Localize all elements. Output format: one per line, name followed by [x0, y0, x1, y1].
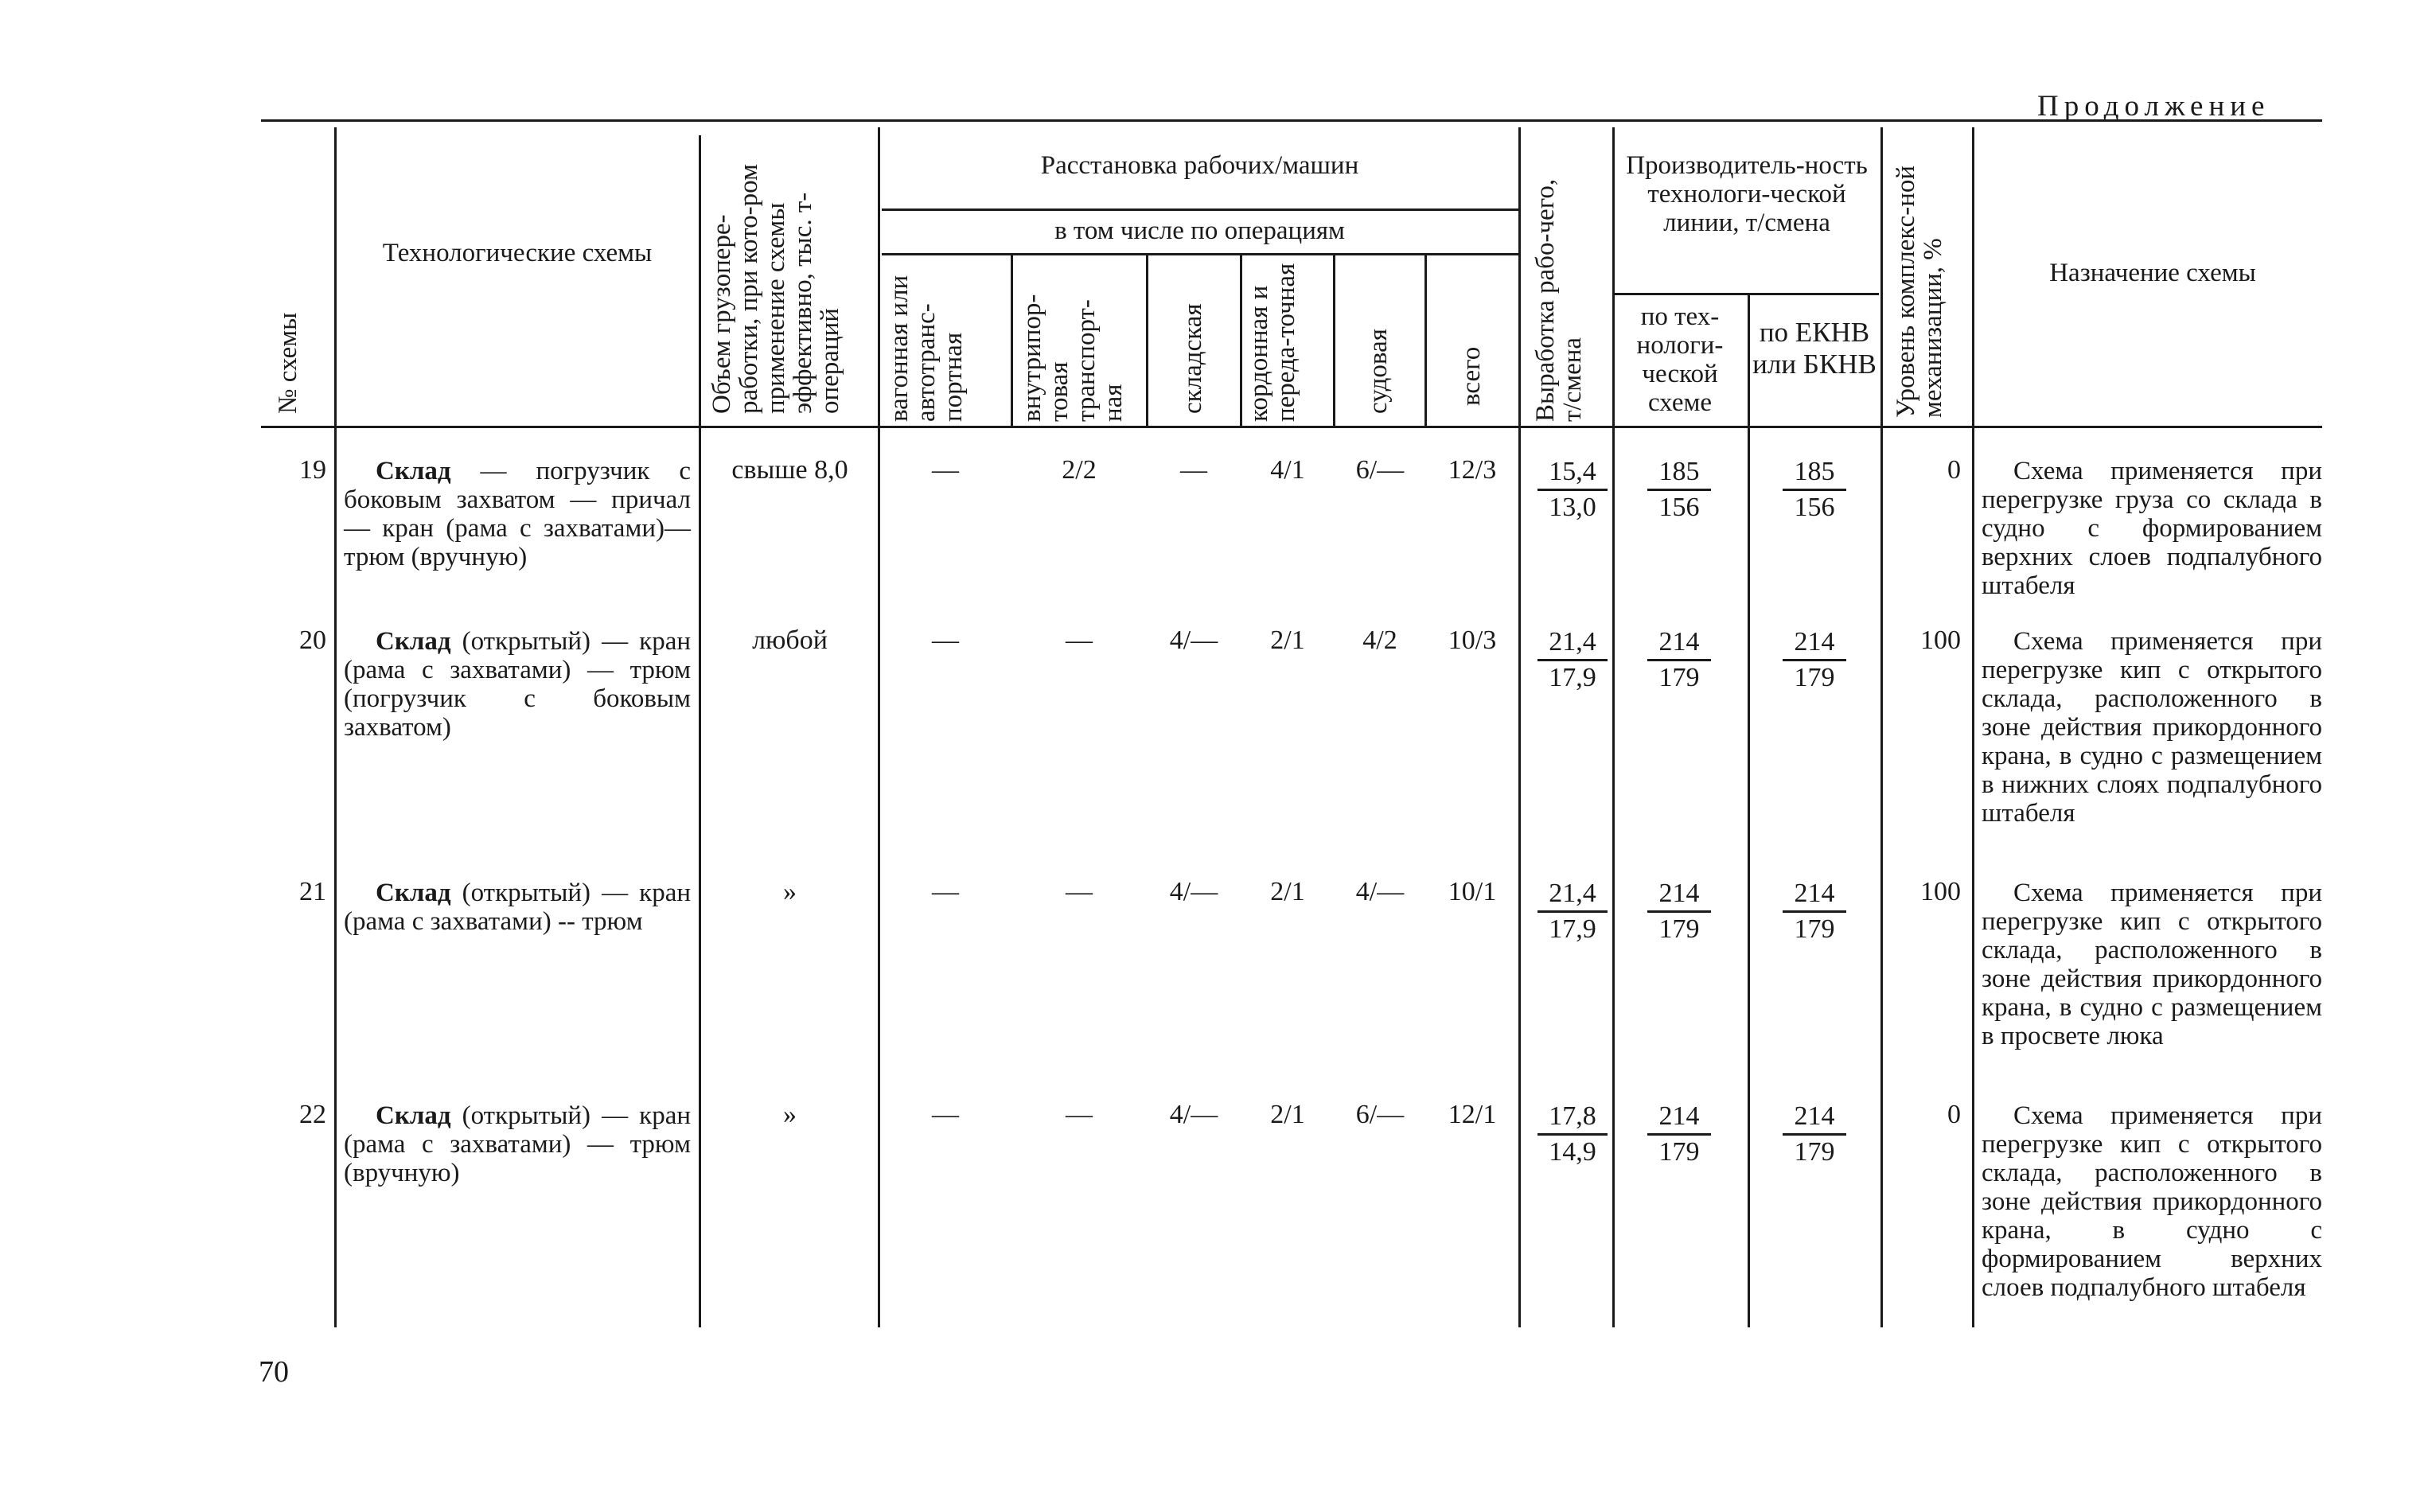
row-mech: 0: [1947, 455, 1961, 485]
row-purpose: Схема применяется при перегрузке груза со склада в судно с формированием верхних слоев подпалубного штабеля: [1982, 457, 2322, 600]
row-op-warehouse: —: [1180, 455, 1207, 485]
row-purpose: Схема применяется при перегрузке кип с открытого склада, расположенного в зоне действия прикордонного крана, в судно с формированием верхних слоев подпалубного штабеля: [1982, 1101, 2322, 1302]
header-prod-eknv: по ЕКНВ или БКНВ: [1752, 317, 1877, 380]
row-op-total: 10/1: [1448, 877, 1497, 906]
header-col-purpose: Назначение схемы: [2049, 259, 2256, 287]
row-op-warehouse: 4/—: [1169, 625, 1218, 655]
op-divider: [1240, 255, 1242, 426]
header-op-internal: внутрипор-товая транспорт-ная: [1018, 294, 1128, 422]
row-volume: свыше 8,0: [731, 455, 848, 485]
row-prod-eknv: $\frac{214}{179}$: [1783, 879, 1846, 945]
header-prod-scheme: по тех-нологи-ческой схеме: [1636, 302, 1724, 417]
col-divider: [1972, 127, 1974, 1327]
header-group-productivity: Производитель-ность технологи-ческой линии, т/смена: [1626, 151, 1868, 237]
header-op-warehouse: складская: [1179, 303, 1207, 414]
col-divider: [1518, 127, 1521, 1327]
row-op-warehouse: 4/—: [1169, 877, 1218, 906]
col-divider: [878, 127, 880, 1327]
row-op-ship: 6/—: [1355, 1100, 1405, 1129]
row-output: $\frac{15,4}{13,0}$: [1537, 457, 1608, 523]
row-op-internal: 2/2: [1062, 455, 1097, 485]
row-scheme: Склад — погрузчик с боковым захватом — причал — кран (рама с захватами)—трюм (вручную): [344, 457, 691, 571]
op-divider: [1424, 255, 1427, 426]
header-col-volume: Объем грузопере-работки, при кото-ром применение схемы эффективно, тыс. т-операций: [707, 164, 844, 414]
row-purpose: Схема применяется при перегрузке кип с открытого склада, расположенного в зоне действия прикордонного крана, в судно с размещением в нижних слоях подпалубного штабеля: [1982, 627, 2322, 828]
header-col-no: № схемы: [274, 312, 302, 414]
row-op-wagon: —: [932, 625, 959, 655]
table-header-rule: [261, 426, 2322, 428]
row-no: 20: [299, 625, 326, 655]
row-op-total: 12/3: [1448, 455, 1497, 485]
row-output: $\frac{21,4}{17,9}$: [1537, 879, 1608, 945]
header-col-mech: Уровень комплекс-ной механизации, %: [1892, 165, 1947, 418]
header-group-ops: в том числе по операциям: [1054, 216, 1345, 245]
ops-subrule: [882, 253, 1518, 255]
row-prod-scheme: $\frac{214}{179}$: [1647, 879, 1711, 945]
row-output: $\frac{17,8}{14,9}$: [1537, 1101, 1608, 1167]
page-number: 70: [259, 1355, 289, 1389]
row-op-kordon: 4/1: [1270, 455, 1305, 485]
col-divider: [334, 127, 337, 1327]
row-scheme: Склад (открытый) — кран (рама с захватами) -- трюм: [344, 879, 691, 936]
header-op-wagon: вагонная или автотранс-портная: [885, 275, 968, 422]
header-col-scheme: Технологические схемы: [382, 239, 653, 267]
row-prod-eknv: $\frac{185}{156}$: [1783, 457, 1846, 523]
header-op-ship: судовая: [1364, 329, 1393, 414]
row-op-ship: 4/—: [1355, 877, 1405, 906]
table-top-rule: [261, 119, 2322, 122]
row-prod-scheme: $\frac{214}{179}$: [1647, 627, 1711, 693]
header-op-kordon: кордонная и переда-точная: [1245, 263, 1300, 422]
op-divider: [1333, 255, 1335, 426]
row-mech: 100: [1920, 877, 1961, 906]
row-prod-eknv: $\frac{214}{179}$: [1783, 1101, 1846, 1167]
row-op-warehouse: 4/—: [1169, 1100, 1218, 1129]
row-no: 22: [299, 1100, 326, 1129]
row-prod-scheme: $\frac{214}{179}$: [1647, 1101, 1711, 1167]
row-op-internal: —: [1066, 877, 1093, 906]
row-scheme: Склад (открытый) — кран (рама с захватами) — трюм (вручную): [344, 1101, 691, 1187]
col-divider: [1612, 127, 1615, 1327]
row-scheme: Склад (открытый) — кран (рама с захватами) — трюм (погрузчик с боковым захватом): [344, 627, 691, 742]
row-prod-scheme: $\frac{185}{156}$: [1647, 457, 1711, 523]
header-col-output: Выработка рабо-чего, т/смена: [1531, 178, 1587, 422]
row-mech: 100: [1920, 625, 1961, 655]
row-output: $\frac{21,4}{17,9}$: [1537, 627, 1608, 693]
header-group-placement: Расстановка рабочих/машин: [1040, 151, 1359, 180]
row-op-total: 12/1: [1448, 1100, 1497, 1129]
row-no: 21: [299, 877, 326, 906]
row-no: 19: [299, 455, 326, 485]
row-op-kordon: 2/1: [1270, 625, 1305, 655]
continuation-label: Продолжение: [2037, 90, 2270, 123]
row-volume: »: [783, 1100, 797, 1129]
row-op-total: 10/3: [1448, 625, 1497, 655]
row-volume: любой: [752, 625, 828, 655]
header-op-total: всего: [1457, 346, 1486, 406]
row-op-ship: 4/2: [1362, 625, 1397, 655]
col-divider: [699, 135, 701, 1327]
productivity-subrule: [1612, 293, 1879, 295]
row-op-kordon: 2/1: [1270, 877, 1305, 906]
row-mech: 0: [1947, 1100, 1961, 1129]
row-op-wagon: —: [932, 455, 959, 485]
placement-subrule: [882, 208, 1518, 211]
row-prod-eknv: $\frac{214}{179}$: [1783, 627, 1846, 693]
row-op-internal: —: [1066, 1100, 1093, 1129]
row-op-wagon: —: [932, 877, 959, 906]
row-op-ship: 6/—: [1355, 455, 1405, 485]
row-purpose: Схема применяется при перегрузке кип с открытого склада, расположенного в зоне действия прикордонного крана, в судно с размещением в просвете люка: [1982, 879, 2322, 1050]
op-divider: [1011, 255, 1013, 426]
col-divider: [1880, 127, 1883, 1327]
row-op-wagon: —: [932, 1100, 959, 1129]
col-divider: [1748, 294, 1750, 1327]
row-volume: »: [783, 877, 797, 906]
row-op-kordon: 2/1: [1270, 1100, 1305, 1129]
op-divider: [1146, 255, 1148, 426]
row-op-internal: —: [1066, 625, 1093, 655]
